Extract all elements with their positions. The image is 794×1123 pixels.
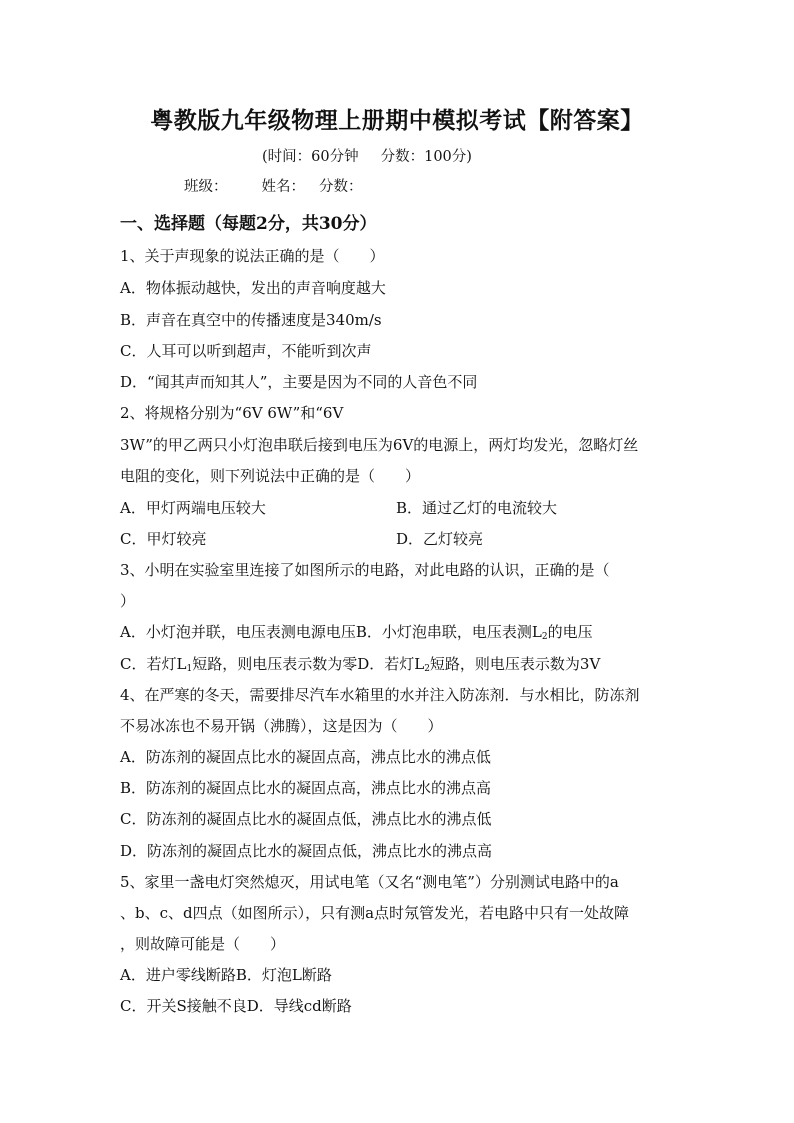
question-2-stem-line-2: 3W”的甲乙两只小灯泡串联后接到电压为6V的电源上，两灯均发光，忽略灯丝 (120, 436, 639, 454)
question-1-stem: 1、关于声现象的说法正确的是（ ） (120, 247, 385, 265)
question-2-option-d: D．乙灯较亮 (396, 530, 484, 548)
question-5-stem-line-3: ，则故障可能是（ ） (120, 935, 286, 953)
question-4-stem-line-1: 4、在严寒的冬天，需要排尽汽车水箱里的水并注入防冻剂．与水相比，防冻剂 (120, 686, 640, 704)
question-1-option-b: B．声音在真空中的传播速度是340m/s (120, 311, 382, 329)
question-4-option-c: C．防冻剂的凝固点比水的凝固点低，沸点比水的沸点低 (120, 810, 492, 828)
question-2-option-a: A．甲灯两端电压较大 (120, 499, 266, 517)
section-heading-choice: 一、选择题（每题2分，共30分） (120, 214, 377, 234)
class-label: 班级： (184, 179, 228, 195)
question-4-stem-line-2: 不易冰冻也不易开锅（沸腾），这是因为（ ） (120, 717, 443, 735)
exam-info (262, 145, 472, 166)
score-label: 分数： (319, 179, 363, 195)
question-5-stem-line-1: 5、家里一盏电灯突然熄灭，用试电笔（又名“测电笔”）分别测试电路中的a (120, 873, 619, 891)
question-5-options-cd: C．开关S接触不良D．导线cd断路 (120, 997, 352, 1015)
student-info-line (184, 175, 363, 196)
question-1-option-d: D．“闻其声而知其人”，主要是因为不同的人音色不同 (120, 373, 478, 391)
name-label: 姓名： (261, 179, 305, 195)
question-4-option-d: D．防冻剂的凝固点比水的凝固点低，沸点比水的沸点高 (120, 842, 493, 860)
question-2-stem-line-1: 2、将规格分别为“6V 6W”和“6V (120, 404, 344, 422)
question-4-option-a: A．防冻剂的凝固点比水的凝固点高，沸点比水的沸点低 (120, 748, 491, 766)
page-title: 粤教版九年级物理上册期中模拟考试【附答案】 (150, 107, 644, 134)
question-1-option-c: C．人耳可以听到超声，不能听到次声 (120, 342, 372, 360)
question-3-stem-line-1: 3、小明在实验室里连接了如图所示的电路，对此电路的认识，正确的是（ (120, 561, 610, 579)
question-4-option-b: B．防冻剂的凝固点比水的凝固点高，沸点比水的沸点高 (120, 779, 492, 797)
question-5-stem-line-2: 、b、c、d四点（如图所示），只有测a点时氖管发光，若电路中只有一处故障 (120, 904, 630, 922)
question-3-options-cd: C．若灯$L_1$短路，则电压表示数为零D．若灯$L_2$短路，则电压表示数为3V (120, 655, 601, 674)
question-5-options-ab: A．进户零线断路B．灯泡L断路 (120, 966, 332, 984)
question-2-option-b: B．通过乙灯的电流较大 (396, 499, 558, 517)
question-3-options-ab: A．小灯泡并联，电压表测电源电压B．小灯泡串联，电压表测$L_2$的电压 (120, 623, 593, 642)
question-1-option-a: A．物体振动越快，发出的声音响度越大 (120, 279, 386, 297)
exam-total-score: 分数：100分) (380, 149, 472, 165)
question-3-stem-line-2: ） (120, 592, 136, 610)
question-2-stem-line-3: 电阻的变化，则下列说法中正确的是（ ） (120, 467, 421, 485)
exam-time: (时间：60分钟 (262, 149, 359, 165)
question-2-option-c: C．甲灯较亮 (120, 530, 207, 548)
